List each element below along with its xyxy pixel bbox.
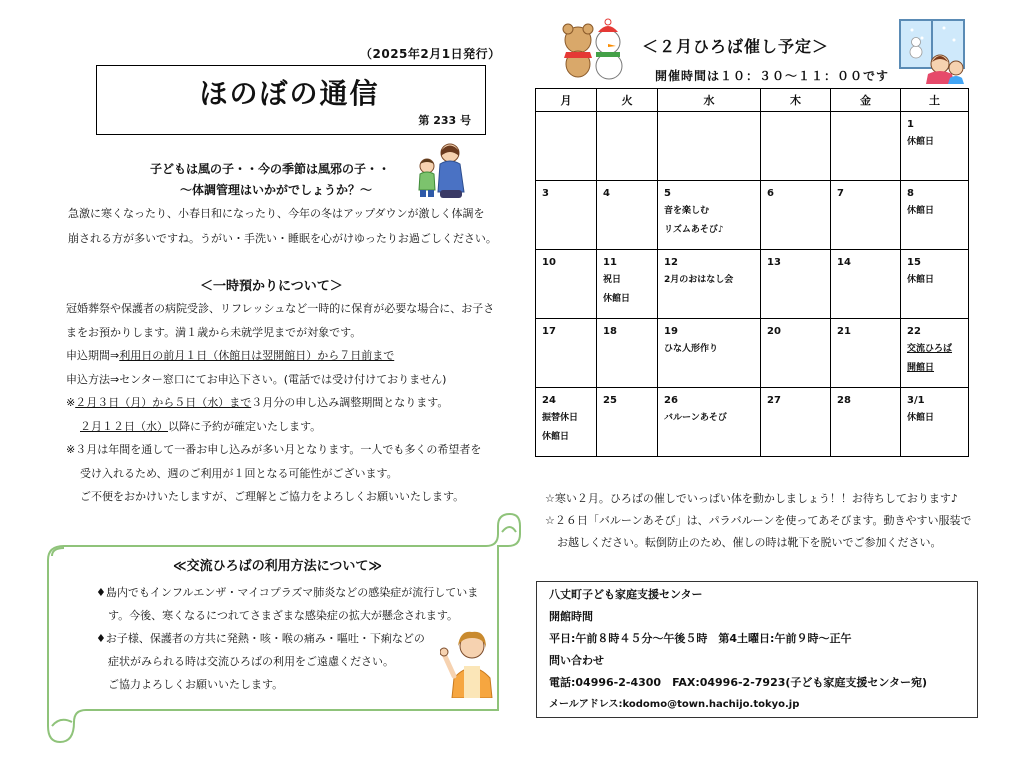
contact-label: 問い合わせ xyxy=(549,654,604,667)
day-number: 1 xyxy=(907,119,914,130)
calendar-day-cell xyxy=(658,112,761,181)
usage-line: ご協力よろしくお願いいたします。 xyxy=(108,678,284,691)
day-number: 3/1 xyxy=(907,395,925,406)
calendar-day-cell xyxy=(536,181,597,250)
confirmation-text: 以降に予約が確定いたします。 xyxy=(168,419,322,433)
temporary-care-line: 冠婚葬祭や保護者の病院受診、リフレッシュなど一時的に保育が必要な場合に、お子さ xyxy=(66,302,495,315)
calendar-week-row xyxy=(536,319,969,388)
opening-hours: 平日:午前８時４５分～午後５時 第4土曜日:午前９時～正午 xyxy=(549,632,852,645)
waving-woman-illustration xyxy=(440,628,498,698)
calendar-day-cell xyxy=(536,250,597,319)
day-number: 18 xyxy=(603,326,617,337)
temporary-care-body xyxy=(66,297,494,509)
calendar-day-cell xyxy=(597,250,658,319)
day-number: 27 xyxy=(767,395,781,406)
adjustment-dates: ２月３日（月）から５日（水）まで xyxy=(75,396,252,409)
calendar-day-cell xyxy=(658,319,761,388)
calendar-day-cell xyxy=(761,250,831,319)
day-event: 休館日 xyxy=(542,432,570,442)
health-heading-1: 子どもは風の子・・今の季節は風邪の子・・ xyxy=(150,162,391,176)
day-number: 8 xyxy=(907,188,914,199)
day-number: 14 xyxy=(837,257,851,268)
calendar-hours: 開催時間は１０：３０～１１：００です xyxy=(655,69,890,83)
calendar-day-cell xyxy=(597,181,658,250)
calendar-day-cell xyxy=(901,388,969,457)
day-number: 15 xyxy=(907,257,921,268)
day-event: 開館日 xyxy=(907,363,935,373)
calendar-day-cell xyxy=(831,250,901,319)
day-event: 交流ひろば xyxy=(907,344,953,354)
day-event: リズムあそび♪ xyxy=(664,225,724,235)
day-number: 22 xyxy=(907,326,921,337)
day-number: 11 xyxy=(603,257,617,268)
usage-heading: ≪交流ひろばの利用方法について≫ xyxy=(173,559,382,574)
window-scene-illustration xyxy=(898,18,968,84)
day-number: 4 xyxy=(603,188,610,199)
day-number: 28 xyxy=(837,395,851,406)
issue-date: （2025年2月1日発行） xyxy=(360,47,501,61)
calendar-day-cell xyxy=(536,112,597,181)
health-body-line: 急激に寒くなったり、小春日和になったり、今年の冬はアップダウンが激しく体調を xyxy=(68,207,485,220)
event-note: ☆２６日「バルーンあそび」は、パラバルーンを使ってあそびます。動きやすい服装で xyxy=(545,514,972,527)
calendar-day-cell xyxy=(658,181,761,250)
calendar-day-cell xyxy=(831,388,901,457)
temporary-care-line: ご不便をおかけいたしますが、ご理解とご協力をよろしくお願いいたします。 xyxy=(80,490,465,503)
day-event: 休館日 xyxy=(907,137,935,147)
day-event: 2月のおはなし会 xyxy=(664,275,734,285)
day-number: 7 xyxy=(837,188,844,199)
application-method: 申込方法⇒センター窓口にてお申込下さい。(電話では受け付けておりません) xyxy=(66,372,447,386)
application-period xyxy=(66,344,494,368)
usage-line: ♦お子様、保護者の方共に発熱・咳・喉の痛み・嘔吐・下痢などの xyxy=(96,632,425,645)
day-number: 3 xyxy=(542,188,549,199)
event-calendar xyxy=(535,88,969,457)
day-number: 13 xyxy=(767,257,781,268)
application-period-value: 利用日の前月１日（休館日は翌開館日）から７日前まで xyxy=(119,349,395,362)
usage-line: ♦島内でもインフルエンザ・マイコプラズマ肺炎などの感染症が流行していま xyxy=(96,586,479,599)
calendar-day-cell xyxy=(901,112,969,181)
weekday-mon: 月 xyxy=(536,89,597,112)
bear-snowman-illustration xyxy=(556,18,632,80)
day-event: 休館日 xyxy=(603,294,631,304)
temporary-care-line: 受け入れるため、週のご利用が１回となる可能性がございます。 xyxy=(80,466,398,480)
parent-child-illustration xyxy=(410,140,472,200)
center-info-box xyxy=(536,581,978,718)
calendar-day-cell xyxy=(831,319,901,388)
calendar-day-cell xyxy=(597,319,658,388)
calendar-day-cell xyxy=(597,388,658,457)
day-event: ひな人形作り xyxy=(664,344,719,354)
day-number: 17 xyxy=(542,326,556,337)
day-number: 25 xyxy=(603,395,617,406)
day-number: 24 xyxy=(542,395,556,406)
hours-label: 開館時間 xyxy=(549,610,593,623)
calendar-day-cell xyxy=(831,181,901,250)
day-number: 19 xyxy=(664,326,678,337)
calendar-day-cell xyxy=(658,388,761,457)
calendar-day-cell xyxy=(761,181,831,250)
day-number: 12 xyxy=(664,257,678,268)
event-note: お越しください。転倒防止のため、催しの時は靴下を脱いでご参加ください。 xyxy=(557,536,942,549)
usage-line: 症状がみられる時は交流ひろばの利用をご遠慮ください。 xyxy=(108,655,394,668)
confirmation-day: ２月１２日（水） xyxy=(80,419,168,433)
day-number: 20 xyxy=(767,326,781,337)
weekday-thu: 木 xyxy=(761,89,831,112)
calendar-day-cell xyxy=(658,250,761,319)
day-number: 26 xyxy=(664,395,678,406)
usage-body xyxy=(96,581,478,696)
calendar-weekday-row xyxy=(536,89,969,112)
calendar-day-cell xyxy=(536,319,597,388)
newsletter-title: ほのぼの通信 xyxy=(199,77,380,110)
usage-line: す。今後、寒くなるにつれてさまざまな感染症の拡大が懸念されます。 xyxy=(108,609,459,622)
health-heading-2: ～体調管理はいかがでしょうか？～ xyxy=(180,183,373,197)
calendar-day-cell xyxy=(597,112,658,181)
health-body-line: 崩される方が多いですね。うがい・手洗い・睡眠を心がけゆったりお過ごしください。 xyxy=(68,232,497,245)
event-note: ☆寒い２月。ひろばの催しでいっぱい体を動かしましょう！！お待ちしております♪ xyxy=(545,492,958,505)
calendar-week-row xyxy=(536,388,969,457)
confirmation-date xyxy=(66,415,494,439)
calendar-day-cell xyxy=(761,319,831,388)
event-notes xyxy=(545,488,972,554)
day-number: 10 xyxy=(542,257,556,268)
temporary-care-line: まをお預かりします。満１歳から未就学児までが対象です。 xyxy=(66,325,362,339)
adjustment-period xyxy=(66,391,494,415)
weekday-wed: 水 xyxy=(658,89,761,112)
issue-number: 第 233 号 xyxy=(418,114,471,127)
weekday-sat: 土 xyxy=(901,89,969,112)
adjustment-text: ３月分の申し込み調整期間となります。 xyxy=(251,396,449,409)
calendar-day-cell xyxy=(831,112,901,181)
temporary-care-line: ※３月は年間を通して一番お申し込みが多い月となります。一人でも多くの希望者を xyxy=(66,443,482,456)
day-number: 6 xyxy=(767,188,774,199)
day-number: 21 xyxy=(837,326,851,337)
calendar-day-cell xyxy=(761,388,831,457)
day-number: 5 xyxy=(664,188,671,199)
calendar-day-cell xyxy=(901,319,969,388)
day-event: 休館日 xyxy=(907,206,935,216)
calendar-week-row xyxy=(536,250,969,319)
day-event: バルーンあそび xyxy=(664,413,727,423)
application-period-label: 申込期間⇒ xyxy=(66,349,120,362)
calendar-title: ＜２月ひろば催し予定＞ xyxy=(642,37,830,56)
temporary-care-heading: ＜一時預かりについて＞ xyxy=(200,279,343,294)
day-event: 休館日 xyxy=(907,275,935,285)
calendar-day-cell xyxy=(536,388,597,457)
email-address: メールアドレス:kodomo@town.hachijo.tokyo.jp xyxy=(549,699,800,710)
calendar-week-row xyxy=(536,181,969,250)
day-event: 休館日 xyxy=(907,413,935,423)
weekday-fri: 金 xyxy=(831,89,901,112)
day-event: 振替休日 xyxy=(542,413,579,423)
calendar-day-cell xyxy=(901,250,969,319)
day-event: 祝日 xyxy=(603,275,622,285)
phone-fax: 電話:04996-2-4300 FAX:04996-2-7923(子ども家庭支援センター宛) xyxy=(549,676,927,689)
title-box xyxy=(96,65,486,135)
note-mark: ※ xyxy=(66,396,76,409)
calendar-day-cell xyxy=(761,112,831,181)
calendar-day-cell xyxy=(901,181,969,250)
weekday-tue: 火 xyxy=(597,89,658,112)
calendar-week-row xyxy=(536,112,969,181)
center-name: 八丈町子ども家庭支援センター xyxy=(549,588,703,601)
day-event: 音を楽しむ xyxy=(664,206,710,216)
